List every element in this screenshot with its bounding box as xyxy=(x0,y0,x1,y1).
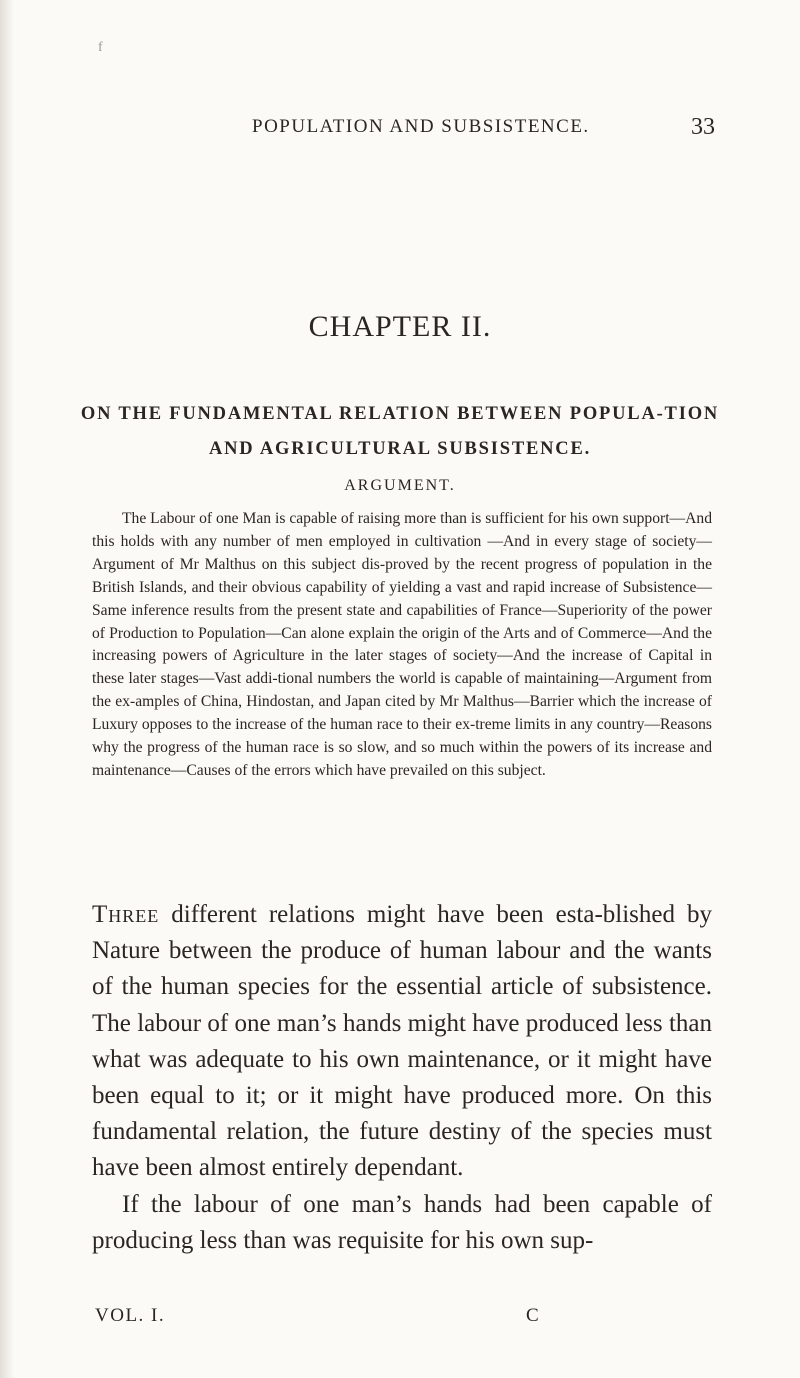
argument-text: The Labour of one Man is capable of raising more than is sufficient for his own support—And this holds with any number of men employed in cultivation —And in every stage of society—Argument of Mr Malthus on this subject dis-proved by the recent progress of population in the British Islands, and their obvious capability of yielding a vast and rapid increase of Subsistence—Same inference results from the present state and capabilities of France—Superiority of the power of Production to Population—Can alone explain the origin of the Arts and of Commerce—And the increasing powers of Agriculture in the later stages of society—And the increase of Capital in these later stages—Vast addi-tional numbers the world is capable of maintaining—Argument from the ex-amples of China, Hindostan, and Japan cited by Mr Malthus—Barrier which the increase of Luxury opposes to the increase of the human race to their ex-treme limits in any country—Reasons why the progress of the human race is so slow, and so much within the powers of its increase and maintenance—Causes of the errors which have prevailed on this subject. xyxy=(92,510,712,779)
body-paragraph-1 xyxy=(92,897,712,1187)
binding-shadow xyxy=(0,0,14,1378)
body-text xyxy=(92,897,712,1259)
body-paragraph-1-text: different relations might have been esta-blished by Nature between the produce of human labour and the wants of the human species for the essential article of subsistence. The labour of one man’s hands might have produced less than what was adequate to his own maintenance, or it might have been equal to it; or it might have produced more. On this fundamental relation, the future destiny of the species must have been almost entirely dependant. xyxy=(92,901,712,1182)
chapter-title: CHAPTER II. xyxy=(308,310,492,343)
running-head-title: POPULATION AND SUBSISTENCE. xyxy=(252,116,590,137)
chapter-subtitle: ON THE FUNDAMENTAL RELATION BETWEEN POPULA-TION AND AGRICULTURAL SUBSISTENCE. xyxy=(80,404,720,459)
argument-heading: ARGUMENT. xyxy=(344,477,456,494)
margin-mark: f xyxy=(98,40,103,55)
page-number: 33 xyxy=(691,114,715,140)
volume-label: VOL. I. xyxy=(95,1305,166,1326)
body-paragraph-2: If the labour of one man’s hands had been capable of producing less than was requisite for his own sup- xyxy=(92,1190,712,1254)
signature-mark: C xyxy=(526,1305,541,1326)
signature-line xyxy=(95,1305,695,1333)
running-head xyxy=(0,116,800,146)
opening-word: Three xyxy=(92,901,160,928)
